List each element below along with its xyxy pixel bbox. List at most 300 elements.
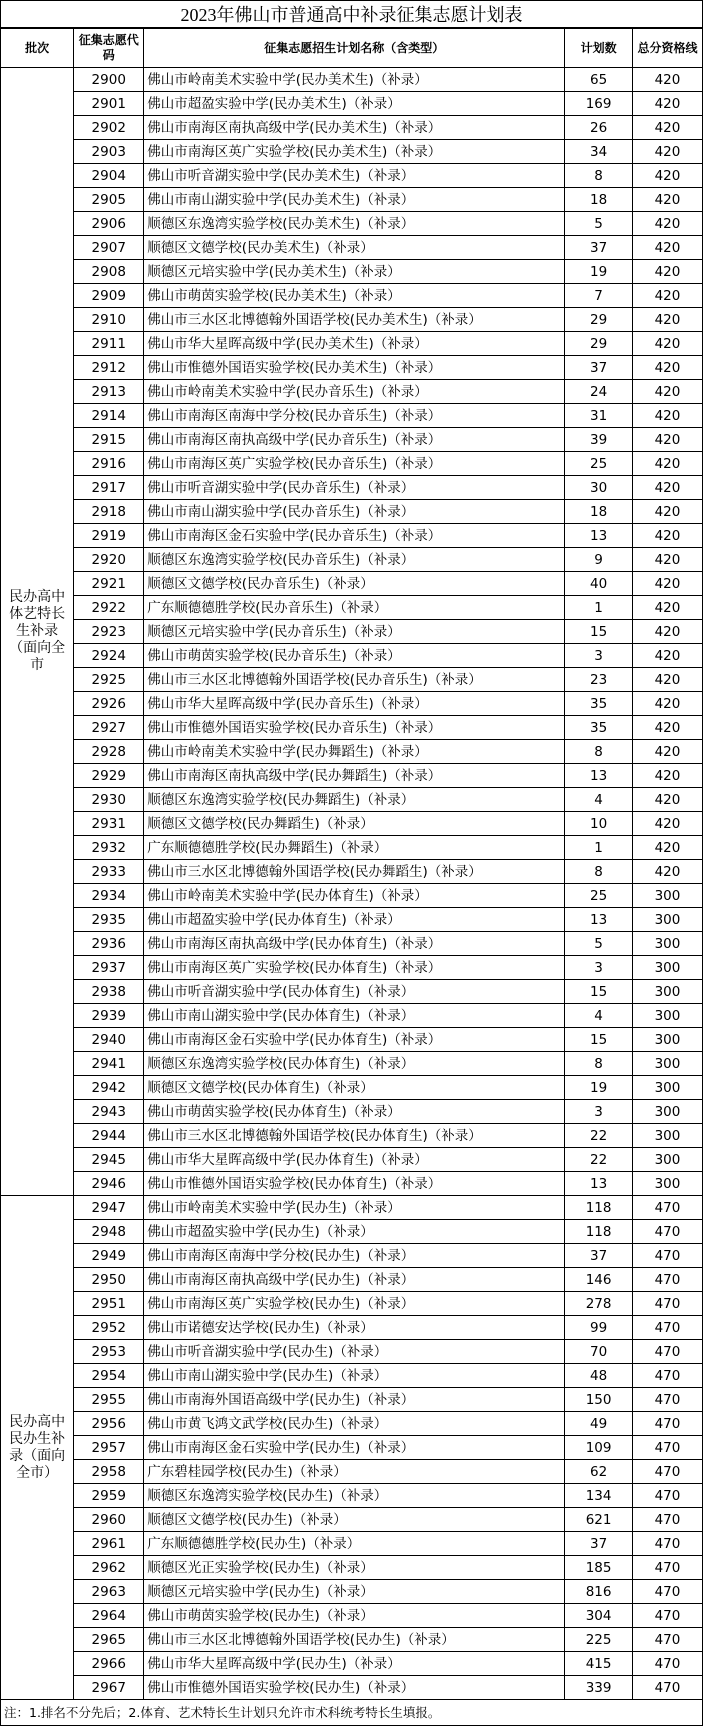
code-cell: 2902 <box>74 116 144 140</box>
code-cell: 2958 <box>74 1460 144 1484</box>
plan-cell: 37 <box>565 356 633 380</box>
code-cell: 2923 <box>74 620 144 644</box>
score-cell: 470 <box>632 1556 702 1580</box>
name-cell: 佛山市南山湖实验中学(民办生)（补录） <box>144 1364 565 1388</box>
score-cell: 300 <box>632 1172 702 1196</box>
plan-cell: 62 <box>565 1460 633 1484</box>
name-cell: 广东碧桂园学校(民办生)（补录） <box>144 1460 565 1484</box>
code-cell: 2907 <box>74 236 144 260</box>
table-row <box>1 1268 703 1292</box>
code-cell: 2946 <box>74 1172 144 1196</box>
plan-cell: 169 <box>565 92 633 116</box>
score-cell: 420 <box>632 716 702 740</box>
plan-cell: 15 <box>565 620 633 644</box>
plan-cell: 37 <box>565 1244 633 1268</box>
name-cell: 佛山市三水区北博德翰外国语学校(民办美术生)（补录） <box>144 308 565 332</box>
score-cell: 420 <box>632 596 702 620</box>
table-row <box>1 500 703 524</box>
name-cell: 佛山市南海区金石实验中学(民办生)（补录） <box>144 1436 565 1460</box>
code-cell: 2954 <box>74 1364 144 1388</box>
plan-cell: 40 <box>565 572 633 596</box>
plan-cell: 34 <box>565 140 633 164</box>
score-cell: 470 <box>632 1580 702 1604</box>
table-row <box>1 1316 703 1340</box>
name-cell: 佛山市南海区金石实验中学(民办音乐生)（补录） <box>144 524 565 548</box>
name-cell: 广东顺德德胜学校(民办舞蹈生)（补录） <box>144 836 565 860</box>
table-row <box>1 1292 703 1316</box>
score-cell: 470 <box>632 1292 702 1316</box>
table-row <box>1 1004 703 1028</box>
name-cell: 广东顺德德胜学校(民办生)（补录） <box>144 1532 565 1556</box>
name-cell: 佛山市南山湖实验中学(民办体育生)（补录） <box>144 1004 565 1028</box>
plan-cell: 816 <box>565 1580 633 1604</box>
table-body <box>1 68 703 1700</box>
name-cell: 广东顺德德胜学校(民办音乐生)（补录） <box>144 596 565 620</box>
name-cell: 佛山市听音湖实验中学(民办生)（补录） <box>144 1340 565 1364</box>
score-cell: 300 <box>632 932 702 956</box>
score-cell: 470 <box>632 1484 702 1508</box>
name-cell: 佛山市南海区英广实验学校(民办音乐生)（补录） <box>144 452 565 476</box>
footnote: 注：1.排名不分先后；2.体育、艺术特长生计划只允许市术科统考特长生填报。 <box>0 1700 703 1726</box>
table-row <box>1 1196 703 1220</box>
plan-cell: 3 <box>565 1100 633 1124</box>
score-cell: 470 <box>632 1604 702 1628</box>
name-cell: 佛山市华大星晖高级中学(民办音乐生)（补录） <box>144 692 565 716</box>
table-row <box>1 260 703 284</box>
plan-cell: 8 <box>565 860 633 884</box>
name-cell: 佛山市南海区英广实验学校(民办体育生)（补录） <box>144 956 565 980</box>
code-cell: 2964 <box>74 1604 144 1628</box>
code-cell: 2953 <box>74 1340 144 1364</box>
plan-cell: 23 <box>565 668 633 692</box>
name-cell: 佛山市超盈实验中学(民办美术生)（补录） <box>144 92 565 116</box>
code-cell: 2945 <box>74 1148 144 1172</box>
plan-cell: 65 <box>565 68 633 92</box>
plan-cell: 15 <box>565 1028 633 1052</box>
batch-cell: 民办高中民办生补录（面向全市） <box>1 1196 74 1700</box>
plan-cell: 8 <box>565 1052 633 1076</box>
table-row <box>1 1220 703 1244</box>
name-cell: 佛山市超盈实验中学(民办体育生)（补录） <box>144 908 565 932</box>
name-cell: 佛山市三水区北博德翰外国语学校(民办舞蹈生)（补录） <box>144 860 565 884</box>
plan-cell: 35 <box>565 716 633 740</box>
name-cell: 佛山市南海区南执高级中学(民办美术生)（补录） <box>144 116 565 140</box>
name-cell: 佛山市三水区北博德翰外国语学校(民办音乐生)（补录） <box>144 668 565 692</box>
code-cell: 2951 <box>74 1292 144 1316</box>
score-cell: 420 <box>632 740 702 764</box>
table-row <box>1 356 703 380</box>
table-row <box>1 908 703 932</box>
code-cell: 2908 <box>74 260 144 284</box>
table-row <box>1 596 703 620</box>
code-cell: 2920 <box>74 548 144 572</box>
table-row <box>1 1076 703 1100</box>
name-cell: 佛山市华大星晖高级中学(民办生)（补录） <box>144 1652 565 1676</box>
table-row <box>1 956 703 980</box>
name-cell: 佛山市听音湖实验中学(民办音乐生)（补录） <box>144 476 565 500</box>
code-cell: 2942 <box>74 1076 144 1100</box>
table-row <box>1 788 703 812</box>
table-row <box>1 524 703 548</box>
name-cell: 佛山市惟德外国语实验学校(民办体育生)（补录） <box>144 1172 565 1196</box>
table-row <box>1 140 703 164</box>
name-cell: 佛山市南山湖实验中学(民办美术生)（补录） <box>144 188 565 212</box>
code-cell: 2921 <box>74 572 144 596</box>
score-cell: 420 <box>632 236 702 260</box>
code-cell: 2949 <box>74 1244 144 1268</box>
plan-cell: 339 <box>565 1676 633 1700</box>
table-row <box>1 668 703 692</box>
plan-cell: 7 <box>565 284 633 308</box>
plan-cell: 185 <box>565 1556 633 1580</box>
code-cell: 2962 <box>74 1556 144 1580</box>
plan-cell: 30 <box>565 476 633 500</box>
plan-cell: 5 <box>565 212 633 236</box>
score-cell: 420 <box>632 812 702 836</box>
code-cell: 2931 <box>74 812 144 836</box>
code-cell: 2967 <box>74 1676 144 1700</box>
code-cell: 2915 <box>74 428 144 452</box>
plan-cell: 31 <box>565 404 633 428</box>
score-cell: 300 <box>632 1100 702 1124</box>
plan-cell: 278 <box>565 1292 633 1316</box>
plan-cell: 15 <box>565 980 633 1004</box>
code-cell: 2911 <box>74 332 144 356</box>
plan-cell: 13 <box>565 1172 633 1196</box>
score-cell: 420 <box>632 188 702 212</box>
code-cell: 2935 <box>74 908 144 932</box>
score-cell: 420 <box>632 260 702 284</box>
score-cell: 420 <box>632 524 702 548</box>
score-cell: 420 <box>632 68 702 92</box>
plan-cell: 3 <box>565 644 633 668</box>
code-cell: 2947 <box>74 1196 144 1220</box>
table-row <box>1 332 703 356</box>
plan-cell: 134 <box>565 1484 633 1508</box>
table-row <box>1 1412 703 1436</box>
table-row <box>1 740 703 764</box>
name-cell: 顺德区元培实验中学(民办音乐生)（补录） <box>144 620 565 644</box>
plan-cell: 225 <box>565 1628 633 1652</box>
page-title: 2023年佛山市普通高中补录征集志愿计划表 <box>0 0 703 28</box>
table-row <box>1 164 703 188</box>
plan-cell: 19 <box>565 1076 633 1100</box>
code-cell: 2955 <box>74 1388 144 1412</box>
plan-cell: 24 <box>565 380 633 404</box>
code-cell: 2928 <box>74 740 144 764</box>
score-cell: 300 <box>632 1148 702 1172</box>
code-cell: 2930 <box>74 788 144 812</box>
header-score: 总分资格线 <box>632 29 702 68</box>
code-cell: 2912 <box>74 356 144 380</box>
score-cell: 420 <box>632 332 702 356</box>
name-cell: 佛山市惟德外国语实验学校(民办美术生)（补录） <box>144 356 565 380</box>
name-cell: 顺德区元培实验中学(民办美术生)（补录） <box>144 260 565 284</box>
score-cell: 470 <box>632 1508 702 1532</box>
table-row <box>1 1580 703 1604</box>
plan-cell: 4 <box>565 788 633 812</box>
plan-cell: 29 <box>565 308 633 332</box>
table-row <box>1 404 703 428</box>
name-cell: 佛山市南海区南执高级中学(民办生)（补录） <box>144 1268 565 1292</box>
name-cell: 佛山市南海区南海中学分校(民办音乐生)（补录） <box>144 404 565 428</box>
score-cell: 420 <box>632 764 702 788</box>
code-cell: 2932 <box>74 836 144 860</box>
score-cell: 470 <box>632 1364 702 1388</box>
table-row <box>1 764 703 788</box>
name-cell: 佛山市惟德外国语实验学校(民办音乐生)（补录） <box>144 716 565 740</box>
plan-cell: 26 <box>565 116 633 140</box>
table-row <box>1 284 703 308</box>
table-row <box>1 548 703 572</box>
code-cell: 2901 <box>74 92 144 116</box>
plan-cell: 10 <box>565 812 633 836</box>
name-cell: 佛山市南海区英广实验学校(民办生)（补录） <box>144 1292 565 1316</box>
score-cell: 420 <box>632 428 702 452</box>
table-row <box>1 68 703 92</box>
score-cell: 470 <box>632 1412 702 1436</box>
name-cell: 顺德区文德学校(民办美术生)（补录） <box>144 236 565 260</box>
table-row <box>1 236 703 260</box>
code-cell: 2966 <box>74 1652 144 1676</box>
name-cell: 顺德区文德学校(民办舞蹈生)（补录） <box>144 812 565 836</box>
score-cell: 470 <box>632 1532 702 1556</box>
name-cell: 佛山市华大星晖高级中学(民办美术生)（补录） <box>144 332 565 356</box>
score-cell: 420 <box>632 476 702 500</box>
score-cell: 420 <box>632 836 702 860</box>
code-cell: 2963 <box>74 1580 144 1604</box>
code-cell: 2941 <box>74 1052 144 1076</box>
batch-cell: 民办高中体艺特长生补录（面向全市 <box>1 68 74 1196</box>
plan-cell: 19 <box>565 260 633 284</box>
score-cell: 470 <box>632 1196 702 1220</box>
code-cell: 2937 <box>74 956 144 980</box>
table-row <box>1 1172 703 1196</box>
table-row <box>1 1484 703 1508</box>
code-cell: 2936 <box>74 932 144 956</box>
table-row <box>1 1628 703 1652</box>
score-cell: 470 <box>632 1676 702 1700</box>
plan-cell: 3 <box>565 956 633 980</box>
table-row <box>1 1244 703 1268</box>
table-row <box>1 476 703 500</box>
score-cell: 470 <box>632 1220 702 1244</box>
plan-cell: 13 <box>565 908 633 932</box>
code-cell: 2918 <box>74 500 144 524</box>
name-cell: 佛山市诺德安达学校(民办生)（补录） <box>144 1316 565 1340</box>
code-cell: 2900 <box>74 68 144 92</box>
name-cell: 佛山市南海区金石实验中学(民办体育生)（补录） <box>144 1028 565 1052</box>
plan-cell: 18 <box>565 188 633 212</box>
code-cell: 2925 <box>74 668 144 692</box>
name-cell: 佛山市南海区南海中学分校(民办生)（补录） <box>144 1244 565 1268</box>
plan-cell: 13 <box>565 524 633 548</box>
name-cell: 顺德区文德学校(民办音乐生)（补录） <box>144 572 565 596</box>
code-cell: 2903 <box>74 140 144 164</box>
name-cell: 佛山市萌茵实验学校(民办体育生)（补录） <box>144 1100 565 1124</box>
table-row <box>1 1508 703 1532</box>
table-row <box>1 1052 703 1076</box>
score-cell: 300 <box>632 908 702 932</box>
score-cell: 470 <box>632 1436 702 1460</box>
code-cell: 2948 <box>74 1220 144 1244</box>
table-row <box>1 1100 703 1124</box>
plan-cell: 37 <box>565 1532 633 1556</box>
name-cell: 顺德区东逸湾实验学校(民办舞蹈生)（补录） <box>144 788 565 812</box>
code-cell: 2956 <box>74 1412 144 1436</box>
table-row <box>1 692 703 716</box>
table-row <box>1 716 703 740</box>
score-cell: 420 <box>632 308 702 332</box>
name-cell: 佛山市南海区南执高级中学(民办舞蹈生)（补录） <box>144 764 565 788</box>
score-cell: 300 <box>632 1004 702 1028</box>
code-cell: 2944 <box>74 1124 144 1148</box>
name-cell: 顺德区文德学校(民办体育生)（补录） <box>144 1076 565 1100</box>
table-row <box>1 212 703 236</box>
header-plan: 计划数 <box>565 29 633 68</box>
score-cell: 300 <box>632 956 702 980</box>
code-cell: 2929 <box>74 764 144 788</box>
plan-cell: 5 <box>565 932 633 956</box>
name-cell: 佛山市南山湖实验中学(民办音乐生)（补录） <box>144 500 565 524</box>
code-cell: 2965 <box>74 1628 144 1652</box>
name-cell: 佛山市超盈实验中学(民办生)（补录） <box>144 1220 565 1244</box>
plan-cell: 415 <box>565 1652 633 1676</box>
score-cell: 420 <box>632 212 702 236</box>
score-cell: 420 <box>632 164 702 188</box>
header-row <box>1 29 703 68</box>
plan-cell: 109 <box>565 1436 633 1460</box>
table-row <box>1 1604 703 1628</box>
table-row <box>1 1652 703 1676</box>
table-row <box>1 572 703 596</box>
score-cell: 420 <box>632 788 702 812</box>
plan-cell: 39 <box>565 428 633 452</box>
plan-cell: 99 <box>565 1316 633 1340</box>
code-cell: 2927 <box>74 716 144 740</box>
code-cell: 2914 <box>74 404 144 428</box>
plan-cell: 9 <box>565 548 633 572</box>
name-cell: 佛山市岭南美术实验中学(民办体育生)（补录） <box>144 884 565 908</box>
name-cell: 佛山市萌茵实验学校(民办美术生)（补录） <box>144 284 565 308</box>
plan-cell: 13 <box>565 764 633 788</box>
score-cell: 300 <box>632 884 702 908</box>
score-cell: 420 <box>632 860 702 884</box>
code-cell: 2959 <box>74 1484 144 1508</box>
code-cell: 2910 <box>74 308 144 332</box>
table-row <box>1 932 703 956</box>
plan-cell: 621 <box>565 1508 633 1532</box>
code-cell: 2933 <box>74 860 144 884</box>
table-row <box>1 644 703 668</box>
score-cell: 420 <box>632 356 702 380</box>
plan-cell: 8 <box>565 740 633 764</box>
code-cell: 2913 <box>74 380 144 404</box>
table-row <box>1 188 703 212</box>
name-cell: 佛山市南海区南执高级中学(民办音乐生)（补录） <box>144 428 565 452</box>
code-cell: 2943 <box>74 1100 144 1124</box>
name-cell: 佛山市岭南美术实验中学(民办生)（补录） <box>144 1196 565 1220</box>
name-cell: 佛山市惟德外国语实验学校(民办生)（补录） <box>144 1676 565 1700</box>
code-cell: 2919 <box>74 524 144 548</box>
plan-cell: 1 <box>565 836 633 860</box>
table-row <box>1 308 703 332</box>
plan-cell: 118 <box>565 1196 633 1220</box>
code-cell: 2960 <box>74 1508 144 1532</box>
plan-cell: 49 <box>565 1412 633 1436</box>
plan-cell: 1 <box>565 596 633 620</box>
score-cell: 470 <box>632 1652 702 1676</box>
score-cell: 420 <box>632 404 702 428</box>
plan-table <box>0 28 703 1700</box>
table-row <box>1 812 703 836</box>
score-cell: 420 <box>632 380 702 404</box>
name-cell: 佛山市三水区北博德翰外国语学校(民办生)（补录） <box>144 1628 565 1652</box>
plan-cell: 8 <box>565 164 633 188</box>
plan-cell: 25 <box>565 452 633 476</box>
table-row <box>1 116 703 140</box>
plan-cell: 22 <box>565 1148 633 1172</box>
score-cell: 470 <box>632 1244 702 1268</box>
score-cell: 420 <box>632 284 702 308</box>
score-cell: 420 <box>632 692 702 716</box>
plan-cell: 304 <box>565 1604 633 1628</box>
code-cell: 2922 <box>74 596 144 620</box>
table-row <box>1 884 703 908</box>
name-cell: 顺德区东逸湾实验学校(民办体育生)（补录） <box>144 1052 565 1076</box>
score-cell: 420 <box>632 116 702 140</box>
plan-cell: 48 <box>565 1364 633 1388</box>
score-cell: 420 <box>632 644 702 668</box>
table-row <box>1 1340 703 1364</box>
score-cell: 300 <box>632 980 702 1004</box>
score-cell: 300 <box>632 1124 702 1148</box>
table-row <box>1 1388 703 1412</box>
name-cell: 佛山市岭南美术实验中学(民办音乐生)（补录） <box>144 380 565 404</box>
table-row <box>1 1028 703 1052</box>
header-code: 征集志愿代码 <box>74 29 144 68</box>
table-row <box>1 1364 703 1388</box>
code-cell: 2940 <box>74 1028 144 1052</box>
table-row <box>1 1532 703 1556</box>
score-cell: 300 <box>632 1076 702 1100</box>
code-cell: 2939 <box>74 1004 144 1028</box>
plan-cell: 146 <box>565 1268 633 1292</box>
table-row <box>1 92 703 116</box>
code-cell: 2905 <box>74 188 144 212</box>
code-cell: 2917 <box>74 476 144 500</box>
name-cell: 顺德区东逸湾实验学校(民办音乐生)（补录） <box>144 548 565 572</box>
name-cell: 佛山市萌茵实验学校(民办音乐生)（补录） <box>144 644 565 668</box>
header-name: 征集志愿招生计划名称（含类型） <box>144 29 565 68</box>
code-cell: 2906 <box>74 212 144 236</box>
score-cell: 420 <box>632 620 702 644</box>
plan-cell: 70 <box>565 1340 633 1364</box>
table-row <box>1 1436 703 1460</box>
header-batch: 批次 <box>1 29 74 68</box>
plan-cell: 35 <box>565 692 633 716</box>
name-cell: 佛山市南海外国语高级中学(民办生)（补录） <box>144 1388 565 1412</box>
code-cell: 2926 <box>74 692 144 716</box>
table-row <box>1 380 703 404</box>
code-cell: 2909 <box>74 284 144 308</box>
plan-cell: 18 <box>565 500 633 524</box>
table-row <box>1 620 703 644</box>
plan-cell: 4 <box>565 1004 633 1028</box>
name-cell: 佛山市三水区北博德翰外国语学校(民办体育生)（补录） <box>144 1124 565 1148</box>
code-cell: 2961 <box>74 1532 144 1556</box>
name-cell: 顺德区元培实验中学(民办生)（补录） <box>144 1580 565 1604</box>
